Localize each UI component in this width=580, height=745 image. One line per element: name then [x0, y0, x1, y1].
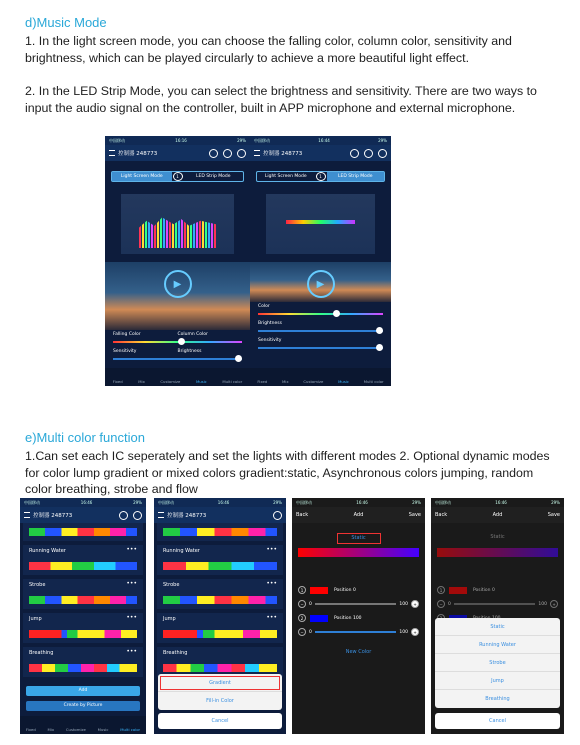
list-item-breathing[interactable]	[23, 647, 143, 677]
time-label: 16:46	[356, 500, 368, 505]
strip-visualizer	[266, 194, 375, 254]
battery-label: 29%	[237, 138, 246, 143]
max-label: 100	[399, 601, 408, 607]
position-row-1	[292, 583, 425, 597]
item-label: Breathing	[163, 650, 188, 656]
tab-multi-color[interactable]: Multi color	[222, 379, 243, 384]
column-color-option[interactable]: Column Color	[177, 332, 208, 337]
list-item[interactable]	[23, 523, 143, 541]
color-lump-bar	[29, 664, 137, 672]
phone-mode-picker	[431, 498, 564, 734]
mode-segment	[256, 171, 385, 182]
position-slider[interactable]	[315, 631, 397, 633]
power-icon[interactable]	[237, 149, 246, 158]
list-item-jump[interactable]	[23, 613, 143, 643]
carrier-label: 中国移动	[435, 499, 451, 505]
tab-light-screen-mode[interactable]: Light Screen Mode	[112, 172, 172, 181]
mode-option-jump[interactable]: Jump	[435, 672, 560, 690]
more-icon[interactable]: •••	[126, 546, 137, 553]
battery-label: 29%	[273, 500, 282, 505]
more-icon[interactable]: •••	[126, 614, 137, 621]
position-slider[interactable]	[315, 603, 397, 605]
max-label: 100	[538, 601, 547, 607]
time-label: 16:46	[495, 500, 507, 505]
list-item-running-water[interactable]	[23, 545, 143, 575]
timer-icon[interactable]	[119, 511, 128, 520]
mode-action-sheet	[435, 618, 560, 708]
bottom-tab-bar	[20, 716, 146, 734]
sensitivity-slider[interactable]	[258, 347, 383, 349]
tab-mix[interactable]: Mix	[282, 379, 289, 384]
position-slider-row-2	[292, 625, 425, 639]
item-label: Running Water	[29, 548, 66, 554]
spacer	[431, 561, 564, 583]
gradient-option[interactable]: Gradient	[158, 674, 282, 692]
status-bar	[105, 136, 250, 145]
min-label: 0	[309, 629, 312, 635]
item-label: Jump	[29, 616, 42, 622]
section-heading-multi-color: e)Multi color function	[25, 430, 145, 445]
status-bar	[154, 498, 286, 507]
timer-icon[interactable]	[350, 149, 359, 158]
more-icon[interactable]: •••	[266, 546, 277, 553]
more-icon[interactable]: •••	[266, 614, 277, 621]
slider-thumb[interactable]	[376, 344, 383, 351]
tab-music[interactable]: Music	[195, 379, 207, 384]
color-swatch-blue[interactable]	[310, 615, 328, 622]
position-slider-row-1	[292, 597, 425, 611]
phone-add-action-sheet	[154, 498, 286, 734]
controller-title: 控制器 248773	[33, 513, 73, 519]
more-icon[interactable]: •••	[126, 648, 137, 655]
color-lump-bar	[163, 562, 277, 570]
sensitivity-option[interactable]: Sensitivity	[113, 349, 137, 354]
color-swatch-red[interactable]	[310, 587, 328, 594]
list-item-strobe[interactable]	[157, 579, 283, 609]
save-button[interactable]: Save	[547, 512, 560, 518]
mode-option-breathing[interactable]: Breathing	[485, 696, 510, 702]
tab-customize[interactable]: Customize	[65, 727, 86, 732]
tab-multi-color[interactable]: Multi color	[120, 727, 141, 732]
back-button[interactable]: Back	[435, 512, 448, 518]
controller-title: 控制器 248773	[118, 151, 158, 157]
item-label: Running Water	[163, 548, 200, 554]
time-label: 16:16	[175, 138, 187, 143]
power-icon[interactable]	[378, 149, 387, 158]
mode-option-strobe[interactable]: Strobe	[435, 654, 560, 672]
more-icon[interactable]: •••	[266, 580, 277, 587]
color-lump-bar	[163, 596, 277, 604]
sensitivity-slider[interactable]	[113, 358, 242, 360]
spectrum-bars	[139, 214, 216, 248]
max-label: 100	[399, 629, 408, 635]
spacer	[292, 561, 425, 583]
item-label: Strobe	[29, 582, 46, 588]
position-label: Position 0	[334, 587, 356, 593]
tab-light-screen-mode[interactable]: Light Screen Mode	[264, 174, 307, 179]
min-label: 0	[309, 601, 312, 607]
battery-label: 29%	[412, 500, 421, 505]
phone-multi-color-list	[20, 498, 146, 734]
list-item[interactable]	[157, 523, 283, 541]
list-item-jump[interactable]	[157, 613, 283, 643]
min-label: 0	[448, 601, 451, 607]
menu-icon[interactable]	[254, 150, 260, 156]
tab-customize[interactable]: Customize	[303, 379, 324, 384]
slider-thumb[interactable]	[376, 327, 383, 334]
power-icon[interactable]	[273, 511, 282, 520]
mode-number-badge: 1	[316, 172, 326, 181]
carrier-label: 中国移动	[296, 499, 312, 505]
phone-led-strip-mode	[250, 136, 391, 386]
brightness-slider[interactable]	[258, 330, 383, 332]
menu-icon[interactable]	[24, 512, 30, 518]
mode-choice-row	[105, 347, 250, 356]
nav-bar	[154, 507, 286, 523]
tab-multi-color[interactable]: Multi color	[363, 379, 384, 384]
menu-icon[interactable]	[109, 150, 115, 156]
status-bar	[250, 136, 391, 145]
color-label: Color	[258, 304, 270, 309]
mode-option-running-water[interactable]: Running Water	[435, 636, 560, 654]
gradient-preview-bar	[298, 548, 419, 557]
menu-icon[interactable]	[158, 512, 164, 518]
tab-customize[interactable]: Customize	[160, 379, 181, 384]
carrier-label: 中国移动	[158, 499, 174, 505]
bottom-tab-bar	[250, 368, 391, 386]
position-label: Position 100	[334, 615, 362, 621]
list-item-breathing[interactable]	[157, 647, 283, 677]
multi-color-paragraph: 1.Can set each IC seperately and set the lights with different modes 2. Optional dynamic modes for color lump gradient or mixed colors gradient:static, Asynchronous colors jumping, random color breathing, strobe and flow	[25, 449, 550, 496]
item-label: Jump	[163, 616, 176, 622]
falling-color-option[interactable]: Falling Color	[113, 332, 141, 337]
sunset-background	[105, 262, 250, 330]
nav-bar	[250, 145, 391, 161]
sunset-background	[250, 262, 391, 302]
status-bar	[431, 498, 564, 507]
time-label: 16:46	[80, 500, 93, 505]
position-index: 1	[437, 586, 445, 594]
slider-thumb[interactable]	[178, 338, 185, 345]
position-label: Position 0	[473, 587, 495, 593]
mode-option-static[interactable]: Static	[435, 618, 560, 636]
color-lump-bar	[163, 664, 277, 672]
section-heading-music-mode: d)Music Mode	[25, 15, 107, 30]
slider-thumb[interactable]	[235, 355, 242, 362]
position-row-2	[292, 611, 425, 625]
tab-music[interactable]: Music	[97, 727, 109, 732]
color-lump-bar	[29, 596, 137, 604]
action-sheet	[158, 674, 282, 710]
phone-light-screen-mode	[105, 136, 250, 386]
color-swatch-red[interactable]	[449, 587, 467, 594]
item-label: Strobe	[163, 582, 180, 588]
plus-icon[interactable]: +	[411, 628, 419, 636]
cancel-button[interactable]: Cancel	[158, 713, 282, 729]
nav-bar	[105, 145, 250, 161]
power-icon[interactable]	[133, 511, 142, 520]
tab-led-strip-mode[interactable]: LED Strip Mode	[327, 172, 385, 181]
brightness-label: Brightness	[258, 321, 282, 326]
sensitivity-row	[250, 336, 391, 345]
carrier-label: 中国移动	[24, 499, 40, 505]
tab-music[interactable]: Music	[338, 379, 349, 384]
play-button[interactable]: ▶	[307, 270, 335, 298]
minus-icon[interactable]: −	[298, 628, 306, 636]
save-button[interactable]: Save	[408, 512, 421, 518]
slider-thumb[interactable]	[333, 310, 340, 317]
nav-bar	[20, 507, 146, 523]
position-row-1	[431, 583, 564, 597]
controller-title: 控制器 248773	[167, 513, 207, 519]
tab-fixed[interactable]: Fixed	[112, 379, 123, 384]
page-title: Add	[492, 512, 503, 518]
battery-label: 29%	[378, 138, 387, 143]
position-slider-row-1	[431, 597, 564, 611]
music-mode-paragraph-1: 1. In the light screen mode, you can choose the falling color, column color, sensitivity and brightness, which can be played circularly to achieve a more beautiful light effect.	[25, 34, 512, 65]
color-lump-bar	[29, 528, 137, 536]
color-slider[interactable]	[113, 341, 242, 343]
plus-icon[interactable]: +	[411, 600, 419, 608]
alarm-icon[interactable]	[223, 149, 232, 158]
nav-bar	[292, 507, 425, 523]
timer-icon[interactable]	[209, 149, 218, 158]
minus-icon[interactable]: −	[437, 600, 445, 608]
new-color-button[interactable]: New Color	[345, 649, 372, 655]
time-label: 16:46	[217, 500, 230, 505]
tab-mix[interactable]: Mix	[47, 727, 55, 732]
status-bar	[292, 498, 425, 507]
sensitivity-label: Sensitivity	[258, 338, 282, 343]
fill-in-color-option[interactable]: Fill-in Color	[206, 698, 234, 704]
minus-icon[interactable]: −	[298, 600, 306, 608]
tab-fixed[interactable]: Fixed	[25, 727, 36, 732]
item-label: Breathing	[29, 650, 54, 656]
battery-label: 29%	[551, 500, 560, 505]
spectrum-visualizer	[121, 194, 234, 254]
phone-add-gradient-editor	[292, 498, 425, 734]
brightness-option[interactable]: Brightness	[177, 349, 202, 354]
status-bar	[20, 498, 146, 507]
plus-icon[interactable]: +	[550, 600, 558, 608]
create-by-picture-button[interactable]: Create by Picture	[26, 701, 140, 711]
cancel-button[interactable]: Cancel	[435, 713, 560, 729]
tab-led-strip-mode[interactable]: LED Strip Mode	[195, 174, 231, 179]
gradient-preview-bar	[437, 548, 558, 557]
music-mode-paragraph-2: 2. In the LED Strip Mode, you can select the brightness and sensitivity. There are two ways to input the audio signal on the controller, built in APP microphone and external microphone.	[25, 84, 537, 115]
nav-bar	[431, 507, 564, 523]
brightness-row	[250, 319, 391, 328]
color-lump-bar	[163, 630, 277, 638]
page-title: Add	[353, 512, 364, 518]
tab-mix[interactable]: Mix	[138, 379, 145, 384]
play-button[interactable]: ▶	[164, 270, 192, 298]
mode-static-selector[interactable]: Static	[337, 533, 381, 544]
color-lump-bar	[163, 528, 277, 536]
position-index: 2	[298, 614, 306, 622]
bottom-tab-bar	[105, 368, 250, 386]
battery-label: 29%	[133, 500, 142, 505]
controller-title: 控制器 248773	[263, 151, 303, 157]
led-strip-bar	[286, 220, 355, 224]
mode-static-selector[interactable]: Static	[490, 534, 505, 540]
list-item-running-water[interactable]	[157, 545, 283, 575]
color-slider[interactable]	[258, 313, 383, 315]
more-icon[interactable]: •••	[126, 580, 137, 587]
color-row	[250, 302, 391, 311]
color-lump-bar	[29, 630, 137, 638]
mode-segment	[111, 171, 244, 182]
add-button[interactable]: Add	[26, 686, 140, 696]
mode-number-badge: 1	[173, 172, 183, 181]
color-lump-bar	[29, 562, 137, 570]
alarm-icon[interactable]	[364, 149, 373, 158]
carrier-label: 中国移动	[109, 137, 125, 143]
color-choice-row	[105, 330, 250, 339]
position-index: 1	[298, 586, 306, 594]
position-slider[interactable]	[454, 603, 536, 605]
tab-fixed[interactable]: Fixed	[257, 379, 268, 384]
carrier-label: 中国移动	[254, 137, 270, 143]
list-item-strobe[interactable]	[23, 579, 143, 609]
back-button[interactable]: Back	[296, 512, 309, 518]
time-label: 16:44	[318, 138, 330, 143]
